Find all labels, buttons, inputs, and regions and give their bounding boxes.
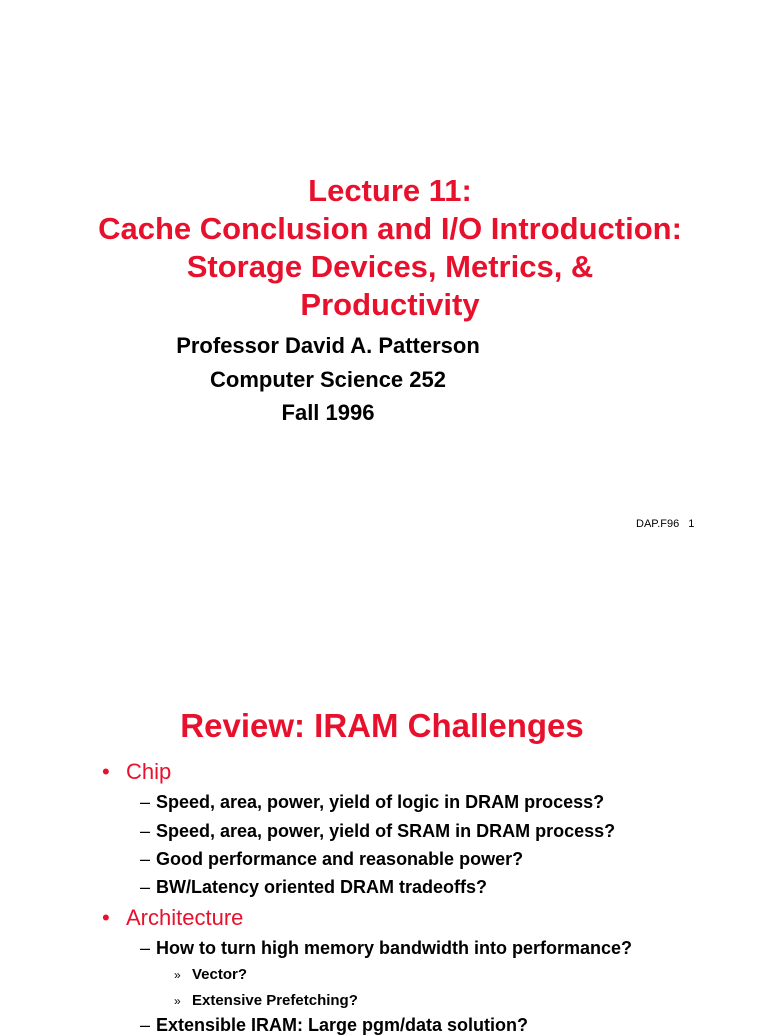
dash-icon: – — [140, 821, 151, 841]
title-line-1: Lecture 11: — [308, 173, 472, 208]
sub-list-item — [174, 992, 358, 1010]
title-line-3: Storage Devices, Metrics, & — [186, 249, 594, 284]
sub-list-item-text: Extensive Prefetching? — [192, 992, 358, 1009]
slide-footer — [636, 518, 694, 530]
author-name: Professor David A. Patterson — [176, 333, 480, 358]
list-item — [140, 820, 615, 842]
list-item-text: BW/Latency oriented DRAM tradeoffs? — [156, 877, 488, 897]
list-item — [140, 937, 632, 959]
title-line-4: Productivity — [300, 287, 480, 322]
list-item-text: Good performance and reasonable power? — [156, 849, 524, 869]
raquo-icon: » — [174, 968, 181, 982]
list-item — [140, 848, 523, 870]
term-label: Fall 1996 — [281, 400, 375, 425]
bullet-icon: • — [102, 759, 110, 784]
list-item — [140, 876, 487, 898]
list-item-text: Speed, area, power, yield of SRAM in DRAM process? — [156, 821, 616, 841]
dash-icon: – — [140, 1015, 151, 1035]
list-item — [140, 1014, 528, 1036]
dash-icon: – — [140, 792, 151, 812]
bullet-label: Chip — [126, 759, 172, 784]
sub-list-item-text: Vector? — [192, 966, 248, 983]
dash-icon: – — [140, 849, 151, 869]
dash-icon: – — [140, 877, 151, 897]
slide1-title — [0, 172, 780, 324]
slide2-title: Review: IRAM Challenges — [180, 707, 584, 744]
footer-label: DAP.F96 — [636, 518, 680, 530]
dash-icon: – — [140, 938, 151, 958]
list-item-text: Speed, area, power, yield of logic in DRAM process? — [156, 792, 605, 812]
bullet-label: Architecture — [126, 905, 244, 930]
sub-list-item — [174, 966, 247, 984]
bullet-icon: • — [102, 905, 110, 930]
list-item-text: How to turn high memory bandwidth into performance? — [156, 938, 632, 958]
bullet-architecture — [102, 905, 243, 931]
bullet-chip — [102, 759, 171, 785]
course-name: Computer Science 252 — [210, 367, 446, 392]
list-item-text: Extensible IRAM: Large pgm/data solution? — [156, 1015, 529, 1035]
list-item — [140, 791, 604, 813]
page-number: 1 — [688, 518, 695, 530]
title-line-2: Cache Conclusion and I/O Introduction: — [98, 211, 682, 246]
raquo-icon: » — [174, 994, 181, 1008]
